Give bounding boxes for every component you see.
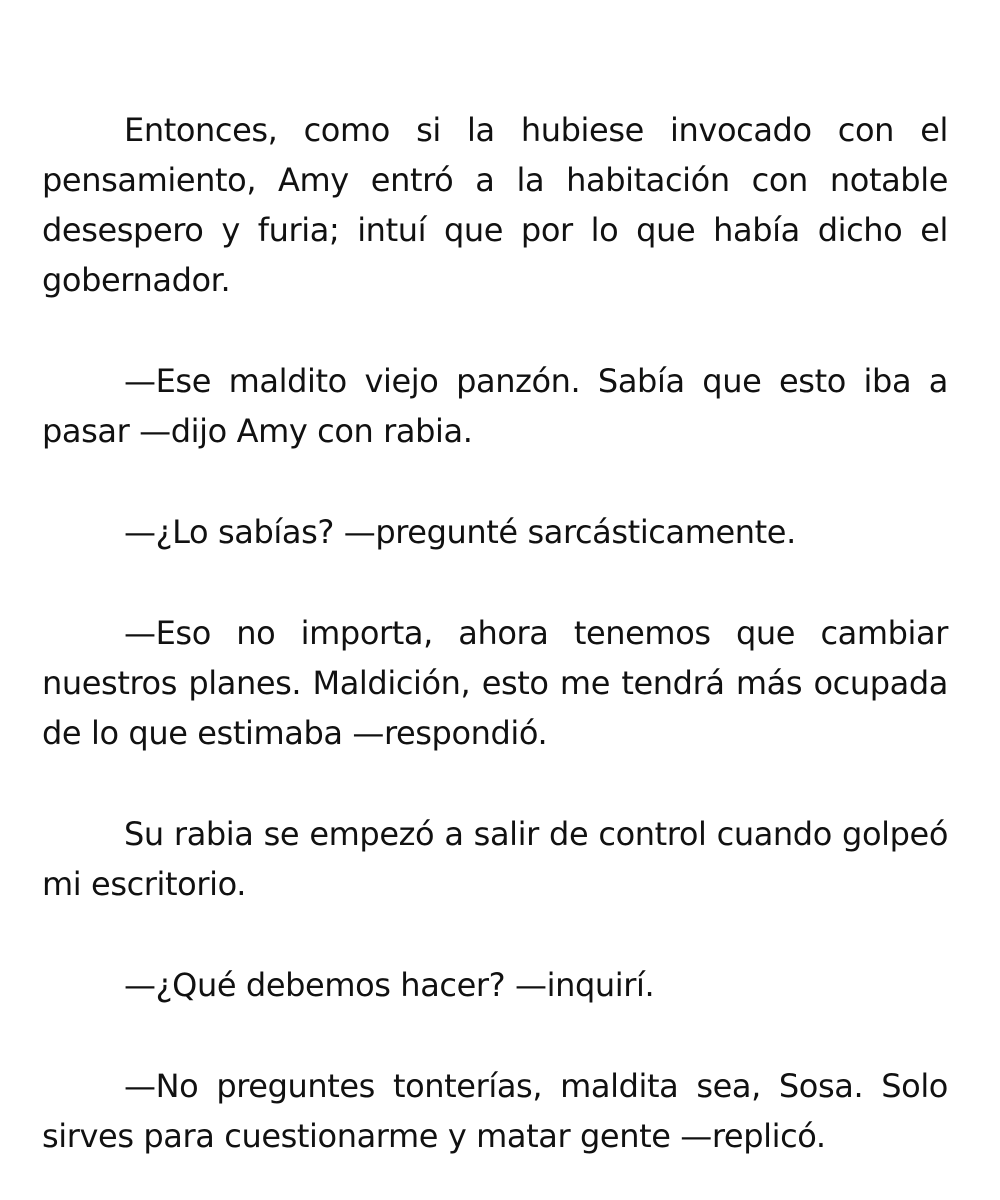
paragraph-5: Su rabia se empezó a salir de control cuando golpeó mi escritorio. (42, 815, 948, 903)
paragraph-1: Entonces, como si la hubiese invocado con el pensamiento, Amy entró a la habitación con notable desespero y furia; intuí que por lo que había dicho el gobernador. (42, 111, 948, 299)
paragraph-7: —No preguntes tonterías, maldita sea, Sosa. Solo sirves para cuestionarme y matar gente —replicó. (42, 1067, 948, 1155)
book-page (42, 105, 948, 1161)
paragraph-6: —¿Qué debemos hacer? —inquirí. (124, 966, 655, 1004)
paragraph-4: —Eso no importa, ahora tenemos que cambiar nuestros planes. Maldición, esto me tendrá más ocupada de lo que estimaba —respondió. (42, 614, 948, 752)
paragraph-3: —¿Lo sabías? —pregunté sarcásticamente. (124, 513, 796, 551)
paragraph-2: —Ese maldito viejo panzón. Sabía que esto iba a pasar —dijo Amy con rabia. (42, 362, 948, 450)
